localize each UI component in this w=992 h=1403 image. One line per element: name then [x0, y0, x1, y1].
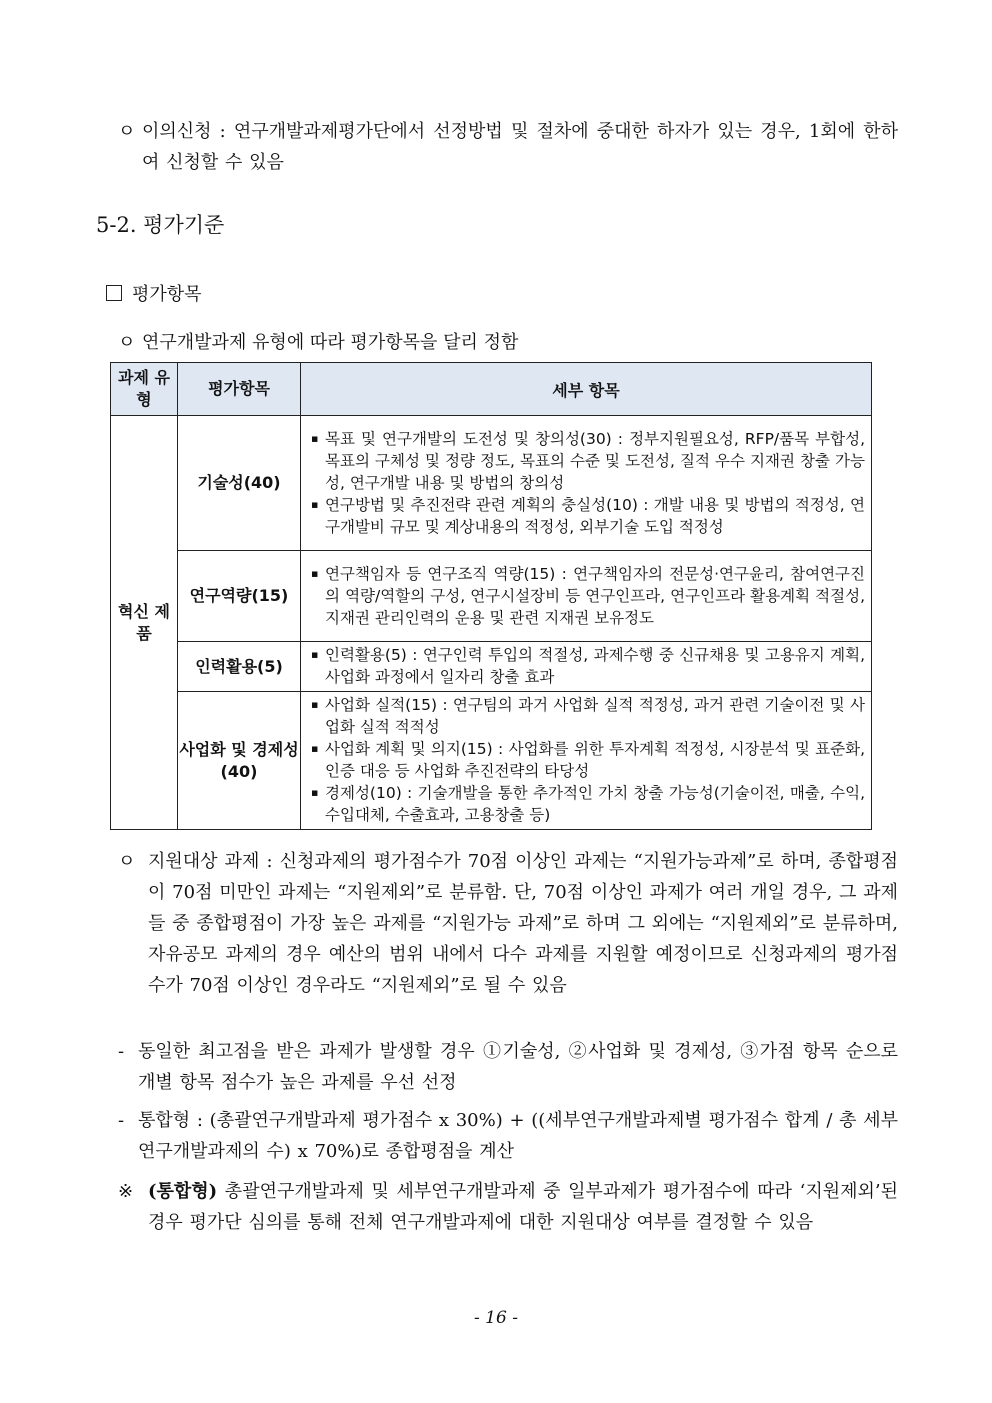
objection-paragraph — [118, 116, 898, 178]
dash-marker: - — [118, 1110, 125, 1131]
integrated-rule-text: 통합형 : (총괄연구개발과제 평가점수 x 30%) + ((세부연구개발과제별 평가점수 합계 / 총 세부연구개발과제의 수) x 70%)로 종합평점을 계산 — [138, 1110, 898, 1162]
note-paragraph — [118, 1176, 898, 1238]
header-details: 세부 항목 — [301, 363, 872, 416]
header-item: 평가항목 — [178, 363, 301, 416]
details-cell — [301, 416, 872, 551]
type-intro-paragraph — [118, 328, 518, 354]
tie-rule-paragraph — [118, 1036, 898, 1098]
type-intro-text: 연구개발과제 유형에 따라 평가항목을 달리 정함 — [142, 332, 519, 353]
objection-text: 이의신청 : 연구개발과제평가단에서 선정방법 및 절차에 중대한 하자가 있는 경우, 1회에 한하여 신청할 수 있음 — [142, 121, 898, 173]
table-row — [111, 642, 872, 692]
detail-item: ▪ 연구책임자 등 연구조직 역량(15) : 연구책임자의 전문성·연구윤리, 참여연구진의 역량/역할의 구성, 연구시설장비 등 연구인프라, 연구인프라 활용계획 적절성, 지재권 관리인력의 운용 및 관련 지재권 보유정도 — [309, 563, 865, 629]
details-cell — [301, 642, 872, 692]
type-cell: 혁신 제품 — [111, 416, 178, 830]
item-cell: 기술성(40) — [178, 416, 301, 551]
bullet-marker: ㅇ — [118, 851, 136, 872]
bullet-marker: ㅇ — [118, 332, 136, 353]
table-header-row — [111, 363, 872, 416]
detail-item: ▪ 인력활용(5) : 연구인력 투입의 적절성, 과제수행 중 신규채용 및 고용유지 계획, 사업화 과정에서 일자리 창출 효과 — [309, 644, 865, 688]
header-type: 과제 유형 — [111, 363, 178, 416]
item-cell: 연구역량(15) — [178, 551, 301, 642]
details-cell — [301, 551, 872, 642]
support-text: 지원대상 과제 : 신청과제의 평가점수가 70점 이상인 과제는 “지원가능과제”로 하며, 종합평점이 70점 미만인 과제는 “지원제외”로 분류함. 단, 70점 이상인 과제가 여러 개일 경우, 그 과제들 중 종합평점이 가장 높은 과제를 “지원가능 과제”로 하며 그 외에는 “지원제외”로 분류하며, 자유공모 과제의 경우 예산의 범위 내에서 다수 과제를 지원할 예정이므로 신청과제의 평가점수가 70점 이상인 경우라도 “지원제외”로 될 수 있음 — [148, 851, 898, 996]
detail-item: ▪ 사업화 계획 및 의지(15) : 사업화를 위한 투자계획 적정성, 시장분석 및 표준화, 인증 대응 등 사업화 추진전략의 타당성 — [309, 738, 865, 782]
tie-rule-text: 동일한 최고점을 받은 과제가 발생할 경우 ①기술성, ②사업화 및 경제성, ③가점 항목 순으로 개별 항목 점수가 높은 과제를 우선 선정 — [138, 1041, 898, 1093]
support-paragraph — [118, 846, 898, 1001]
section-title: 5-2. 평가기준 — [96, 213, 225, 237]
detail-item: ▪ 목표 및 연구개발의 도전성 및 창의성(30) : 정부지원필요성, RFP/품목 부합성, 목표의 구체성 및 정량 정도, 목표의 수준 및 도전성, 질적 우수 지재권 창출 가능성, 연구개발 내용 및 방법의 창의성 — [309, 428, 865, 494]
evaluation-criteria-table — [110, 362, 872, 830]
item-cell: 사업화 및 경제성(40) — [178, 692, 301, 830]
page-number: - 16 - — [474, 1308, 518, 1328]
item-cell: 인력활용(5) — [178, 642, 301, 692]
dash-marker: - — [118, 1041, 125, 1062]
checkbox-square-icon — [106, 285, 122, 301]
detail-item: ▪ 사업화 실적(15) : 연구팀의 과거 사업화 실적 적정성, 과거 관련 기술이전 및 사업화 실적 적적성 — [309, 694, 865, 738]
detail-item: ▪ 경제성(10) : 기술개발을 통한 추가적인 가치 창출 가능성(기술이전, 매출, 수익, 수입대체, 수출효과, 고용창출 등) — [309, 782, 865, 826]
table-row — [111, 692, 872, 830]
note-bold-label: (통합형) — [148, 1181, 218, 1202]
table-row — [111, 416, 872, 551]
note-marker: ※ — [118, 1181, 134, 1202]
table-row — [111, 551, 872, 642]
items-heading — [106, 280, 202, 306]
items-heading-text: 평가항목 — [132, 284, 202, 305]
note-text — [118, 1176, 898, 1238]
integrated-rule-paragraph — [118, 1105, 898, 1167]
details-cell — [301, 692, 872, 830]
note-body: 총괄연구개발과제 및 세부연구개발과제 중 일부과제가 평가점수에 따라 ‘지원제외’된 경우 평가단 심의를 통해 전체 연구개발과제에 대한 지원대상 여부를 결정할 수 있음 — [148, 1181, 898, 1233]
bullet-marker: ㅇ — [118, 121, 136, 142]
detail-item: ▪ 연구방법 및 추진전략 관련 계획의 충실성(10) : 개발 내용 및 방법의 적정성, 연구개발비 규모 및 계상내용의 적정성, 외부기술 도입 적정성 — [309, 494, 865, 538]
